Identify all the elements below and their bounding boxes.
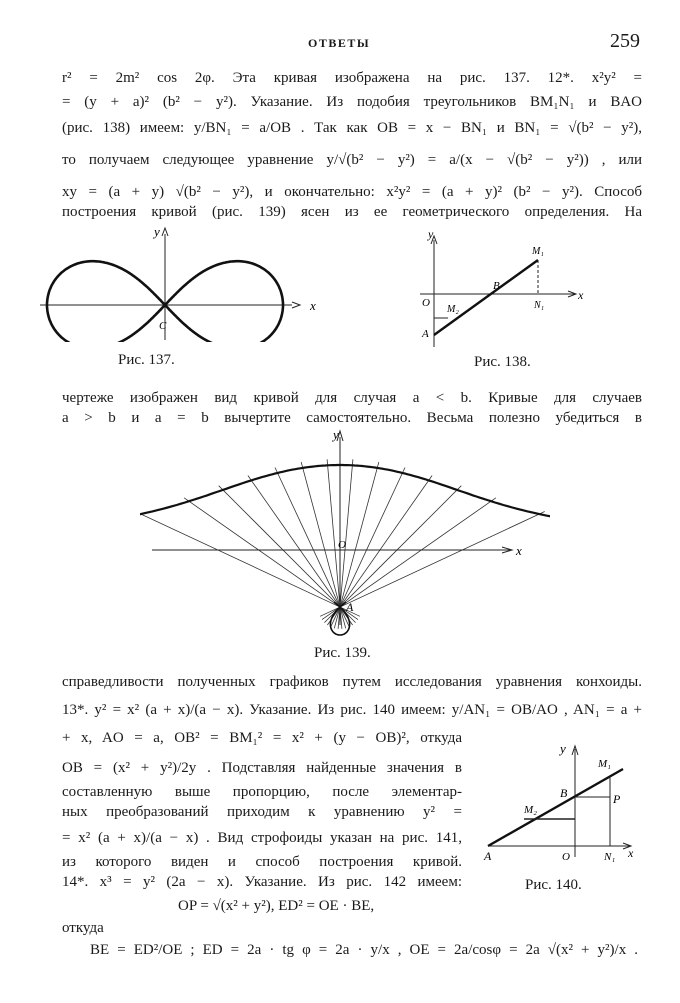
text-line: a > b и a = b вычертите самостоятельно. Весьма полезно убедиться в (62, 410, 642, 426)
construction-ray (140, 512, 360, 617)
text-line: откуда (62, 920, 104, 936)
text-line: = (y + a)² (b² − y²). Указание. Из подобия треугольников BM₁N₁ и BAO (62, 94, 642, 110)
text-line: то получаем следующее уравнение y/√(b² − y²) = a/(x − √(b² − y²)) , или (62, 152, 642, 168)
label-M2: M₂ (524, 804, 537, 816)
text-line: 14*. x³ = y² (2a − x). Указание. Из рис. 142 имеем: (62, 874, 462, 890)
figure-137-caption: Рис. 137. (118, 352, 175, 368)
y-label: y (333, 427, 339, 442)
formula-line: OP = √(x² + y²), ED² = OE · BE, (178, 898, 375, 914)
label-O: O (422, 297, 430, 309)
figure-140-caption: Рис. 140. (525, 877, 582, 893)
label-B: B (493, 280, 500, 292)
origin-label: C (159, 320, 167, 332)
text-line: составленную выше пропорцию, после элементар- (62, 784, 462, 800)
y-label: y (428, 227, 434, 241)
figure-140 (478, 735, 648, 865)
page-number: 259 (610, 30, 640, 52)
label-B: B (560, 786, 568, 800)
text-line: из которого виден и способ построения кривой. (62, 854, 462, 870)
line-AM1 (488, 769, 623, 846)
label-A: A (484, 849, 492, 863)
label-N1: N₁ (534, 300, 545, 311)
text-line: ных преобразований приходим к уравнению y² = (62, 804, 462, 820)
text-line: построения кривой (рис. 139) ясен из ее геометрического определения. На (62, 204, 642, 220)
label-A: A (422, 328, 429, 340)
label-O: O (338, 539, 346, 551)
label-P: P (613, 792, 621, 806)
label-O: O (562, 851, 570, 863)
figure-138 (410, 222, 600, 352)
label-N1: N₁ (604, 851, 616, 863)
figure-139 (140, 425, 550, 645)
formula-line: BE = ED²/OE ; ED = 2a · tg φ = 2a · y/x , OE = 2a/cosφ = 2a √(x² + y²)/x . (90, 942, 638, 958)
text-line: + x, AO = a, OB² = BM₁² = x² + (y − OB)², откуда (62, 730, 462, 746)
text-line: xy = (a + y) √(b² − y²), и окончательно: x²y² = (a + y)² (b² − y²). Способ (62, 184, 642, 200)
running-header: ОТВЕТЫ (308, 36, 371, 50)
figure-138-caption: Рис. 138. (474, 354, 531, 370)
segment-AM1 (434, 260, 538, 335)
y-label: y (560, 741, 566, 756)
figure-137 (40, 222, 330, 342)
x-label: x (628, 846, 634, 860)
text-line: справедливости полученных графиков путем исследования уравнения конхоиды. (62, 674, 642, 690)
x-label: x (578, 288, 584, 302)
construction-ray (320, 512, 545, 617)
conchoid-branch (140, 465, 550, 521)
text-line: OB = (x² + y²)/2y . Подставляя найденные значения в (62, 760, 462, 776)
text-line: r² = 2m² cos 2φ. Эта кривая изображена на рис. 137. 12*. x²y² = (62, 70, 642, 86)
y-label: y (154, 224, 160, 239)
x-label: x (516, 543, 522, 558)
figure-139-caption: Рис. 139. (314, 645, 371, 661)
text-line: чертеже изображен вид кривой для случая a < b. Кривые для случаев (62, 390, 642, 406)
x-arrow (292, 302, 300, 308)
label-M1: M₁ (532, 246, 544, 257)
label-M2: M₂ (447, 304, 459, 315)
x-label: x (310, 298, 316, 313)
text-line: = x² (a + x)/(a − x) . Вид строфоиды указан на рис. 141, (62, 830, 462, 846)
label-A: A (346, 600, 354, 614)
text-line: 13*. y² = x² (a + x)/(a − x). Указание. Из рис. 140 имеем: y/AN₁ = OB/AO , AN₁ = a + (62, 702, 642, 718)
label-M1: M₁ (598, 758, 611, 770)
text-line: (рис. 138) имеем: y/BN₁ = a/OB . Так как OB = x − BN₁ и BN₁ = √(b² − y²), (62, 120, 642, 136)
